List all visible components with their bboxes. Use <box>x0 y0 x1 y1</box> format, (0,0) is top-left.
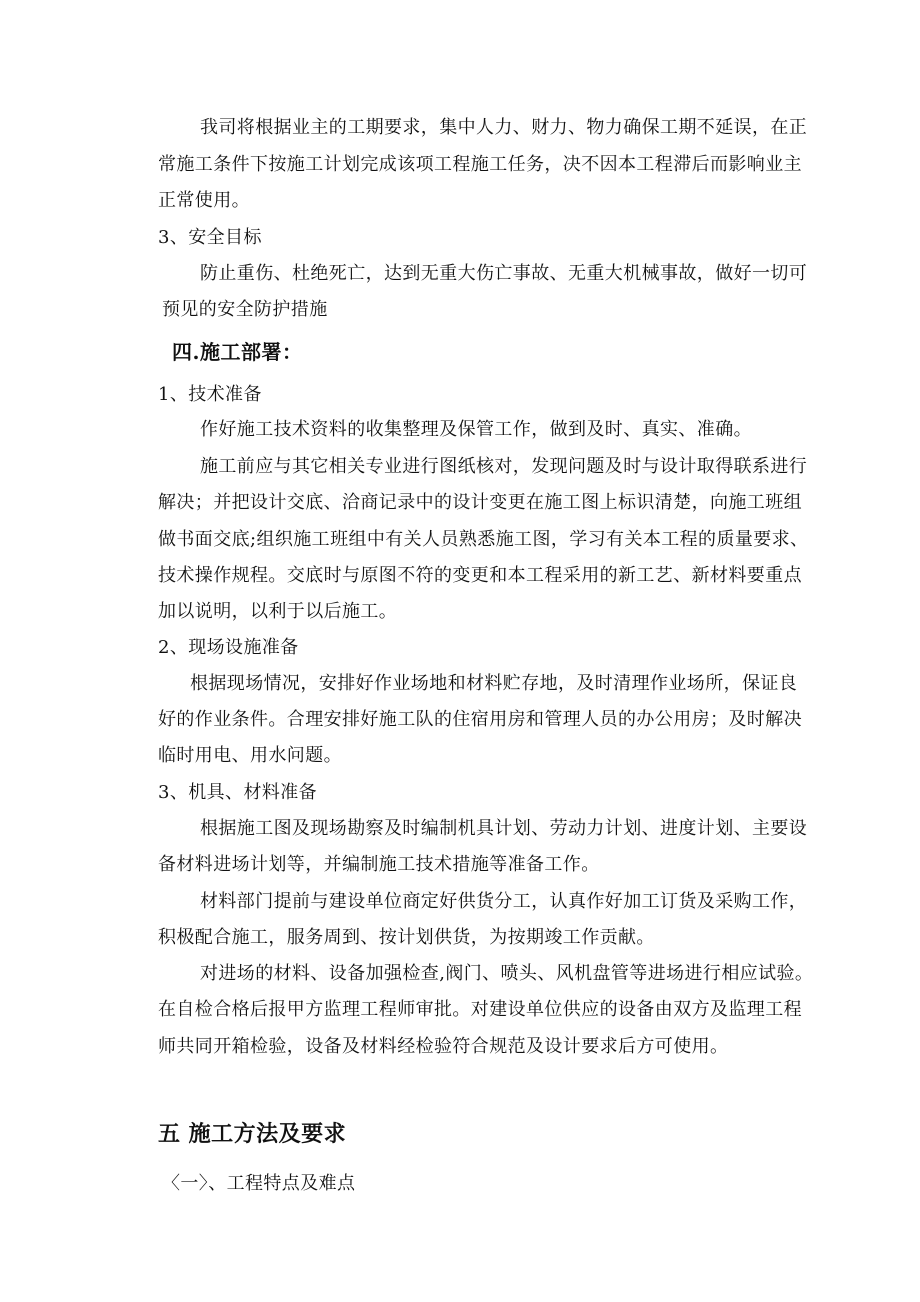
paragraph-line: 根据施工图及现场勘察及时编制机具计划、劳动力计划、进度计划、主要设 <box>200 818 808 839</box>
paragraph-line: 积极配合施工，服务周到、按计划供货，为按期竣工作贡献。 <box>158 927 655 948</box>
subheading-tech: 1、技术准备 <box>158 384 262 405</box>
paragraph-line: 好的作业条件。合理安排好施工队的住宿用房和管理人员的办公用房；及时解决 <box>158 709 802 730</box>
subsection-heading: 〈一〉、工程特点及难点 <box>162 1173 356 1194</box>
paragraph-line: 技术操作规程。交底时与原图不符的变更和本工程采用的新工艺、新材料要重点 <box>158 565 802 586</box>
paragraph-line: 根据现场情况，安排好作业场地和材料贮存地，及时清理作业场所，保证良 <box>190 673 798 694</box>
paragraph-line: 师共同开箱检验，设备及材料经检验符合规范及设计要求后方可使用。 <box>158 1036 729 1057</box>
paragraph-line: 防止重伤、杜绝死亡，达到无重大伤亡事故、无重大机械事故，做好一切可 <box>200 263 808 284</box>
subheading-materials: 3、机具、材料准备 <box>158 782 318 803</box>
paragraph-line: 对进场的材料、设备加强检查,阀门、喷头、风机盘管等进场进行相应试验。 <box>200 963 814 984</box>
paragraph-line: 在自检合格后报甲方监理工程师审批。对建设单位供应的设备由双方及监理工程 <box>158 999 802 1020</box>
paragraph-line: 材料部门提前与建设单位商定好供货分工，认真作好加工订货及采购工作， <box>200 891 808 912</box>
paragraph-line: 加以说明，以利于以后施工。 <box>158 601 398 622</box>
paragraph-line: 常施工条件下按施工计划完成该项工程施工任务，决不因本工程滞后而影响业主 <box>158 154 802 175</box>
section-5-heading: 五 施工方法及要求 <box>158 1121 347 1147</box>
paragraph-line: 做书面交底;组织施工班组中有关人员熟悉施工图，学习有关本工程的质量要求、 <box>158 529 809 550</box>
paragraph-line: 我司将根据业主的工期要求，集中人力、财力、物力确保工期不延误，在正 <box>200 117 808 138</box>
paragraph-line: 预见的安全防护措施 <box>162 299 328 320</box>
paragraph-line: 正常使用。 <box>158 190 250 211</box>
paragraph-line: 临时用电、用水问题。 <box>158 745 342 766</box>
section-4-heading: 四.施工部署： <box>172 340 303 364</box>
subheading-site: 2、现场设施准备 <box>158 637 299 658</box>
paragraph-line: 备材料进场计划等，并编制施工技术措施等准备工作。 <box>158 854 600 875</box>
subheading-safety: 3、安全目标 <box>158 227 262 248</box>
paragraph-line: 解决；并把设计交底、洽商记录中的设计变更在施工图上标识清楚，向施工班组 <box>158 492 802 513</box>
paragraph-line: 作好施工技术资料的收集整理及保管工作，做到及时、真实、准确。 <box>200 419 752 440</box>
paragraph-line: 施工前应与其它相关专业进行图纸核对，发现问题及时与设计取得联系进行 <box>200 456 808 477</box>
